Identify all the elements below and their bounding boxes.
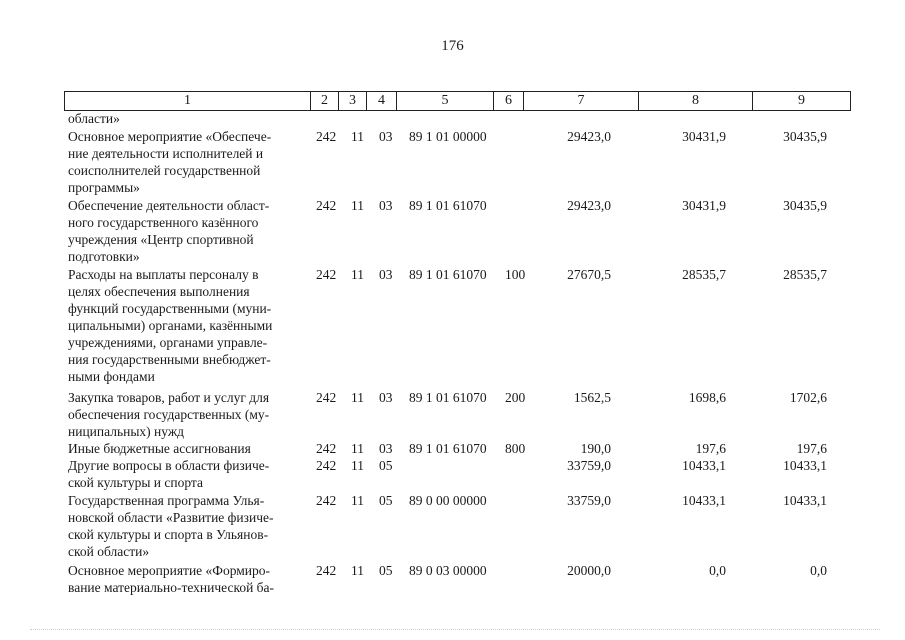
cell-amount-8: 28535,7 (682, 267, 726, 282)
description-line: Закупка товаров, работ и услуг для (68, 390, 270, 405)
cell-subsection: 03 (379, 198, 393, 213)
cell-section: 11 (351, 390, 364, 405)
cell-amount-7: 29423,0 (567, 198, 611, 213)
description-line: ской культуры и спорта (68, 475, 203, 490)
cell-ministry: 242 (316, 198, 337, 213)
cell-amount-9: 10433,1 (783, 493, 827, 508)
cell-amount-8: 10433,1 (682, 458, 726, 473)
cell-subsection: 05 (379, 563, 393, 578)
cell-amount-7: 27670,5 (567, 267, 611, 282)
cell-amount-7: 190,0 (580, 441, 611, 456)
cell-amount-9: 30435,9 (783, 198, 827, 213)
description-line: ской культуры и спорта в Ульянов- (68, 527, 269, 542)
description-line: ными фондами (68, 369, 155, 384)
cell-amount-7: 29423,0 (567, 129, 611, 144)
cell-ministry: 242 (316, 458, 337, 473)
scan-edge-artifact (30, 629, 880, 632)
cell-target-item: 89 1 01 61070 (409, 441, 487, 456)
row-description (68, 457, 304, 491)
cell-amount-9: 0,0 (810, 563, 827, 578)
cell-section: 11 (351, 267, 364, 282)
header-cell-2: 2 (311, 92, 339, 111)
cell-ministry: 242 (316, 563, 337, 578)
cell-section: 11 (351, 458, 364, 473)
cell-subsection: 03 (379, 129, 393, 144)
cell-subsection: 05 (379, 493, 393, 508)
cell-amount-9: 1702,6 (789, 390, 827, 405)
cell-amount-9: 28535,7 (783, 267, 827, 282)
cell-amount-8: 10433,1 (682, 493, 726, 508)
cell-target-item: 89 0 00 00000 (409, 493, 487, 508)
description-line: программы» (68, 180, 140, 195)
cell-amount-9: 30435,9 (783, 129, 827, 144)
column-header-table (64, 91, 851, 111)
description-line: ципальными) органами, казёнными (68, 318, 273, 333)
header-cell-6: 6 (494, 92, 524, 111)
cell-section: 11 (351, 198, 364, 213)
header-cell-9: 9 (753, 92, 851, 111)
cell-amount-8: 1698,6 (688, 390, 726, 405)
page-number: 176 (441, 38, 464, 54)
header-cell-4: 4 (367, 92, 397, 111)
cell-ministry: 242 (316, 129, 337, 144)
header-cell-1: 1 (65, 92, 311, 111)
description-line: новской области «Развитие физиче- (68, 510, 274, 525)
cell-amount-9: 197,6 (796, 441, 827, 456)
cell-section: 11 (351, 563, 364, 578)
row-description (68, 389, 304, 440)
cell-expense-type: 800 (505, 441, 526, 456)
cell-amount-7: 33759,0 (567, 458, 611, 473)
cell-amount-7: 33759,0 (567, 493, 611, 508)
row-description (68, 110, 304, 127)
cell-expense-type: 200 (505, 390, 526, 405)
cell-subsection: 03 (379, 441, 393, 456)
header-cell-5: 5 (397, 92, 494, 111)
description-line: соисполнителей государственной (68, 163, 261, 178)
cell-expense-type: 100 (505, 267, 526, 282)
cell-subsection: 03 (379, 390, 393, 405)
description-line: Иные бюджетные ассигнования (68, 441, 251, 456)
description-line: учреждения «Центр спортивной (68, 232, 254, 247)
cell-ministry: 242 (316, 390, 337, 405)
header-cell-3: 3 (339, 92, 367, 111)
description-line: Государственная программа Улья- (68, 493, 265, 508)
description-line: Другие вопросы в области физиче- (68, 458, 270, 473)
row-description (68, 128, 304, 196)
cell-section: 11 (351, 441, 364, 456)
row-description (68, 562, 304, 596)
cell-amount-8: 197,6 (695, 441, 726, 456)
header-cell-8: 8 (639, 92, 753, 111)
cell-amount-7: 1562,5 (573, 390, 611, 405)
description-line: области» (68, 111, 120, 126)
row-description (68, 440, 304, 457)
header-row (65, 92, 851, 111)
description-line: Основное мероприятие «Обеспече- (68, 129, 272, 144)
cell-amount-8: 0,0 (709, 563, 726, 578)
cell-target-item: 89 1 01 00000 (409, 129, 487, 144)
cell-section: 11 (351, 493, 364, 508)
cell-target-item: 89 1 01 61070 (409, 198, 487, 213)
description-line: Расходы на выплаты персоналу в (68, 267, 259, 282)
description-line: учреждениями, органами управле- (68, 335, 268, 350)
cell-target-item: 89 1 01 61070 (409, 390, 487, 405)
description-line: ние деятельности исполнителей и (68, 146, 264, 161)
description-line: функций государственными (муни- (68, 301, 272, 316)
description-line: обеспечения государственных (му- (68, 407, 270, 422)
cell-amount-8: 30431,9 (682, 198, 726, 213)
cell-target-item: 89 0 03 00000 (409, 563, 487, 578)
description-line: ской области» (68, 544, 150, 559)
cell-ministry: 242 (316, 493, 337, 508)
description-line: подготовки» (68, 249, 140, 264)
description-line: целях обеспечения выполнения (68, 284, 250, 299)
cell-subsection: 03 (379, 267, 393, 282)
cell-ministry: 242 (316, 441, 337, 456)
cell-target-item: 89 1 01 61070 (409, 267, 487, 282)
description-line: ниципальных) нужд (68, 424, 185, 439)
description-line: вание материально-технической ба- (68, 580, 275, 595)
cell-subsection: 05 (379, 458, 393, 473)
header-cell-7: 7 (524, 92, 639, 111)
row-description (68, 266, 304, 385)
cell-ministry: 242 (316, 267, 337, 282)
description-line: Обеспечение деятельности област- (68, 198, 270, 213)
cell-amount-8: 30431,9 (682, 129, 726, 144)
description-line: ного государственного казённого (68, 215, 259, 230)
description-line: ния государственными внебюджет- (68, 352, 271, 367)
row-description (68, 197, 304, 265)
description-line: Основное мероприятие «Формиро- (68, 563, 271, 578)
cell-section: 11 (351, 129, 364, 144)
row-description (68, 492, 304, 560)
cell-amount-9: 10433,1 (783, 458, 827, 473)
cell-amount-7: 20000,0 (567, 563, 611, 578)
